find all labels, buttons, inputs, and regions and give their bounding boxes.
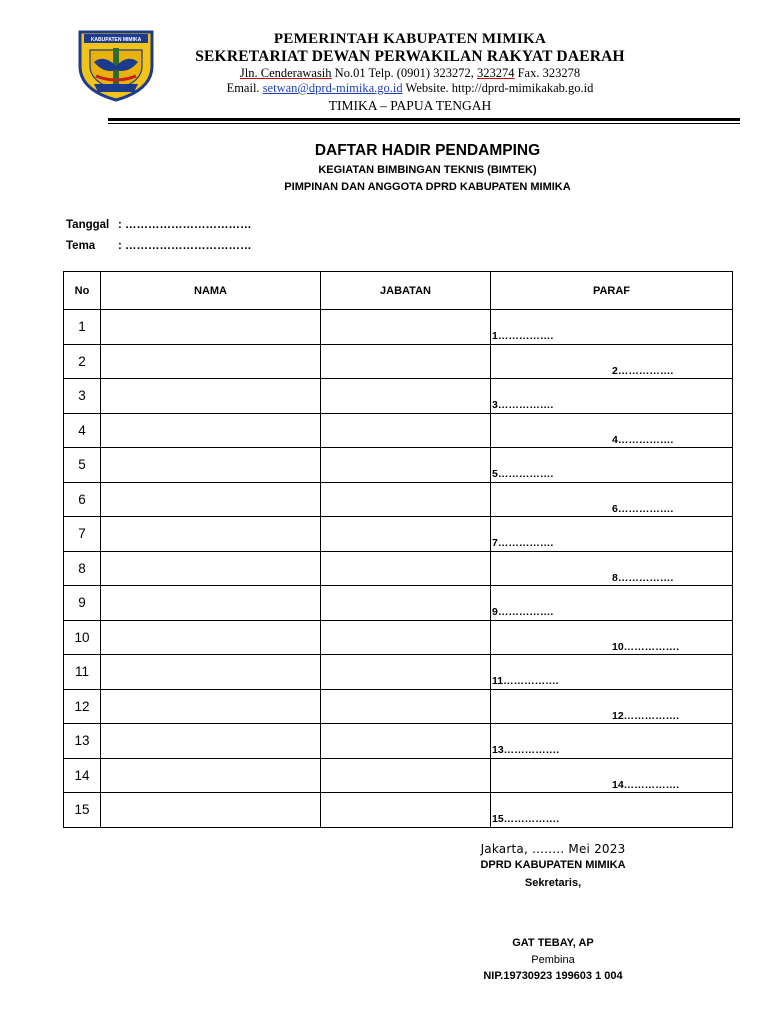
government-name: PEMERINTAH KABUPATEN MIMIKA: [273, 31, 547, 47]
emblem-caption: KABUPATEN MIMIKA: [90, 37, 142, 43]
nama-cell[interactable]: [101, 551, 321, 586]
header-jabatan: JABATAN: [321, 272, 491, 310]
row-number: 7: [64, 517, 101, 552]
paraf-cell[interactable]: [491, 689, 733, 724]
document-subtitle: KEGIATAN BIMBINGAN TEKNIS (BIMTEK): [318, 164, 537, 176]
nama-cell[interactable]: [101, 344, 321, 379]
contact-line: Email. setwan@dprd-mimika.go.id Website. http://dprd-mimikakab.go.id: [226, 81, 594, 95]
letterhead-divider-thin: [108, 123, 740, 124]
row-number: 4: [64, 413, 101, 448]
jabatan-cell[interactable]: [321, 482, 491, 517]
jabatan-cell[interactable]: [321, 724, 491, 759]
row-number: 15: [64, 793, 101, 828]
signature-role: Sekretaris,: [524, 877, 582, 889]
paraf-line: 9…………….: [492, 605, 554, 618]
paraf-line: 12…………….: [612, 710, 680, 722]
paraf-cell[interactable]: [491, 379, 733, 414]
paraf-line: 11…………….: [492, 674, 559, 687]
attendance-table: [63, 271, 733, 828]
row-number: 10: [64, 620, 101, 655]
paraf-cell[interactable]: [491, 413, 733, 448]
document-subtitle-2: PIMPINAN DAN ANGGOTA DPRD KABUPATEN MIMIKA: [284, 181, 571, 193]
table-header-row: [64, 272, 733, 310]
paraf-line: 2…………….: [612, 365, 674, 377]
header-paraf: PARAF: [491, 272, 733, 310]
row-number: 1: [64, 310, 101, 345]
letterhead-divider: [108, 118, 740, 121]
paraf-cell[interactable]: [491, 310, 733, 345]
address-line: Jln. Cenderawasih No.01 Telp. (0901) 323272, 323274 Fax. 323278: [239, 66, 581, 80]
row-number: 5: [64, 448, 101, 483]
jabatan-cell[interactable]: [321, 620, 491, 655]
row-number: 14: [64, 758, 101, 793]
row-number: 2: [64, 344, 101, 379]
paraf-cell[interactable]: [491, 793, 733, 828]
paraf-cell[interactable]: [491, 724, 733, 759]
email-link[interactable]: setwan@dprd-mimika.go.id: [262, 81, 403, 95]
jabatan-cell[interactable]: [321, 310, 491, 345]
jabatan-cell[interactable]: [321, 413, 491, 448]
jabatan-cell[interactable]: [321, 655, 491, 690]
paraf-cell[interactable]: [491, 758, 733, 793]
row-number: 11: [64, 655, 101, 690]
jabatan-cell[interactable]: [321, 689, 491, 724]
letterhead: [0, 0, 768, 130]
jabatan-cell[interactable]: [321, 344, 491, 379]
document-title: DAFTAR HADIR PENDAMPING: [314, 142, 541, 159]
nama-cell[interactable]: [101, 413, 321, 448]
paraf-cell[interactable]: [491, 517, 733, 552]
table-row: [64, 482, 733, 517]
table-row: [64, 793, 733, 828]
nama-cell[interactable]: [101, 724, 321, 759]
paraf-line: 3…………….: [492, 398, 554, 411]
paraf-cell[interactable]: [491, 344, 733, 379]
paraf-line: 8…………….: [612, 572, 674, 584]
paraf-line: 10…………….: [612, 641, 680, 653]
table-row: [64, 586, 733, 621]
nama-cell[interactable]: [101, 620, 321, 655]
tanggal-value: : ……………………………: [118, 219, 252, 231]
paraf-cell[interactable]: [491, 655, 733, 690]
table-row: [64, 689, 733, 724]
header-nama: NAMA: [101, 272, 321, 310]
signature-organization: DPRD KABUPATEN MIMIKA: [480, 859, 626, 871]
tema-field: Tema : ……………………………: [66, 240, 252, 252]
paraf-line: 6…………….: [612, 503, 674, 515]
header-no: No: [64, 272, 101, 310]
table-row: [64, 655, 733, 690]
row-number: 13: [64, 724, 101, 759]
nama-cell[interactable]: [101, 310, 321, 345]
paraf-line: 5…………….: [492, 467, 554, 480]
table-row: [64, 448, 733, 483]
nama-cell[interactable]: [101, 758, 321, 793]
paraf-cell[interactable]: [491, 482, 733, 517]
secretariat-name: SEKRETARIAT DEWAN PERWAKILAN RAKYAT DAERAH: [195, 48, 625, 65]
table-row: [64, 310, 733, 345]
table-row: [64, 551, 733, 586]
jabatan-cell[interactable]: [321, 448, 491, 483]
tanggal-field: Tanggal : ……………………………: [66, 219, 252, 231]
nama-cell[interactable]: [101, 517, 321, 552]
jabatan-cell[interactable]: [321, 379, 491, 414]
regency-emblem-icon: [76, 26, 156, 102]
nama-cell[interactable]: [101, 655, 321, 690]
jabatan-cell[interactable]: [321, 793, 491, 828]
paraf-line: 15…………….: [492, 812, 560, 825]
row-number: 9: [64, 586, 101, 621]
paraf-line: 13…………….: [492, 743, 560, 756]
jabatan-cell[interactable]: [321, 586, 491, 621]
table-row: [64, 413, 733, 448]
table-row: [64, 758, 733, 793]
nama-cell[interactable]: [101, 448, 321, 483]
paraf-cell[interactable]: [491, 551, 733, 586]
nama-cell[interactable]: [101, 586, 321, 621]
row-number: 3: [64, 379, 101, 414]
paraf-line: 4…………….: [612, 434, 674, 446]
row-number: 12: [64, 689, 101, 724]
row-number: 8: [64, 551, 101, 586]
paraf-line: 7…………….: [492, 536, 554, 549]
paraf-line: 14…………….: [612, 779, 680, 791]
nama-cell[interactable]: [101, 793, 321, 828]
signatory-nip: NIP.19730923 199603 1 004: [483, 970, 623, 982]
paraf-cell[interactable]: [491, 448, 733, 483]
place-date: Jakarta, …….. Mei 2023: [480, 842, 626, 856]
row-number: 6: [64, 482, 101, 517]
table-row: [64, 620, 733, 655]
nama-cell[interactable]: [101, 379, 321, 414]
signatory-name: GAT TEBAY, AP: [512, 937, 594, 949]
jabatan-cell[interactable]: [321, 758, 491, 793]
jabatan-cell[interactable]: [321, 517, 491, 552]
paraf-line: 1…………….: [492, 329, 554, 342]
nama-cell[interactable]: [101, 482, 321, 517]
signatory-rank: Pembina: [531, 954, 575, 966]
paraf-cell[interactable]: [491, 586, 733, 621]
website-text: Website. http://dprd-mimikakab.go.id: [402, 81, 594, 95]
tema-value: : ……………………………: [118, 240, 252, 252]
table-row: [64, 517, 733, 552]
table-row: [64, 379, 733, 414]
paraf-cell[interactable]: [491, 620, 733, 655]
nama-cell[interactable]: [101, 689, 321, 724]
table-row: [64, 344, 733, 379]
city-line: TIMIKA – PAPUA TENGAH: [328, 98, 492, 113]
table-row: [64, 724, 733, 759]
jabatan-cell[interactable]: [321, 551, 491, 586]
